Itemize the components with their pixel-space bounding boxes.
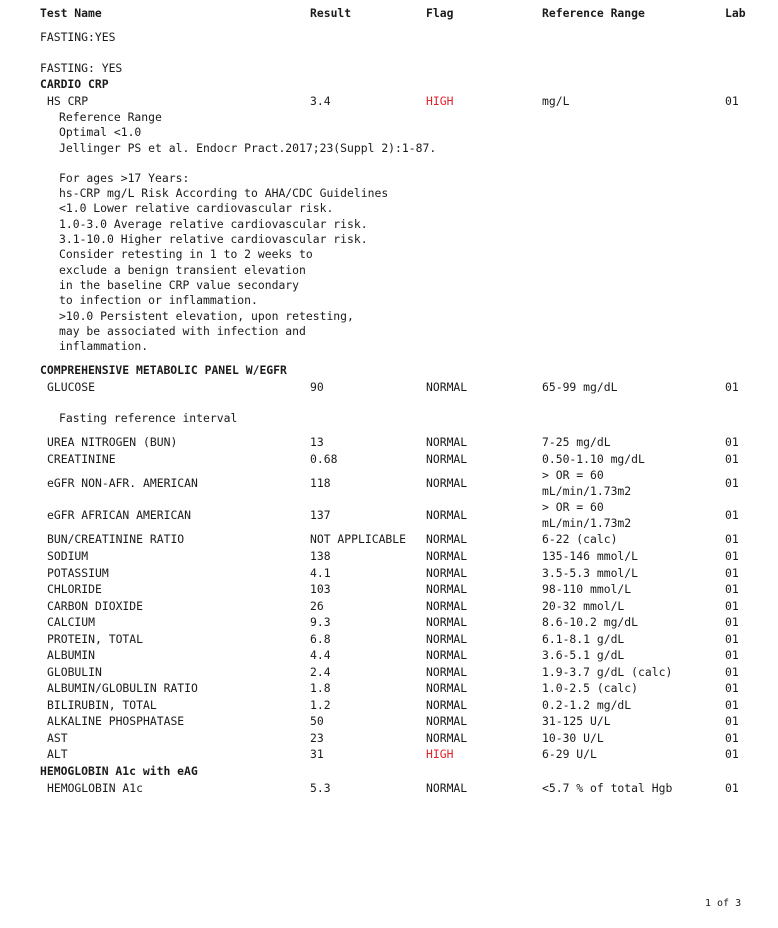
- flag: NORMAL: [426, 582, 468, 596]
- lab: 01: [725, 94, 739, 108]
- section-a1c: [0, 763, 778, 779]
- flag: NORMAL: [426, 632, 468, 646]
- table-row: [0, 713, 778, 729]
- section-cmp: [0, 362, 778, 378]
- result: 4.1: [310, 566, 331, 580]
- reference-range: 7-25 mg/dL: [542, 435, 611, 449]
- test-name: POTASSIUM: [47, 566, 109, 580]
- result: 31: [310, 747, 324, 761]
- result: 2.4: [310, 665, 331, 679]
- note-text: 1.0-3.0 Average relative cardiovascular risk.: [59, 217, 368, 231]
- lab: 01: [725, 549, 739, 563]
- test-name: BILIRUBIN, TOTAL: [47, 698, 157, 712]
- section-title: CARDIO CRP: [40, 77, 109, 91]
- reference-range: <5.7 % of total Hgb: [542, 781, 673, 795]
- result: 3.4: [310, 94, 331, 108]
- table-row: [0, 581, 778, 597]
- table-row: [0, 680, 778, 696]
- note-text: in the baseline CRP value secondary: [59, 278, 300, 292]
- table-row: [0, 548, 778, 564]
- table-row: [0, 780, 778, 796]
- note-text: >10.0 Persistent elevation, upon retesting,: [59, 309, 354, 323]
- test-name: GLOBULIN: [47, 665, 102, 679]
- reference-range: 6.1-8.1 g/dL: [542, 632, 625, 646]
- table-row: [0, 434, 778, 450]
- reference-range: 8.6-10.2 mg/dL: [542, 615, 639, 629]
- lab: 01: [725, 665, 739, 679]
- table-row: [0, 531, 778, 547]
- flag: NORMAL: [426, 615, 468, 629]
- test-name: AST: [47, 731, 68, 745]
- note-line: [0, 185, 778, 201]
- flag: NORMAL: [426, 549, 468, 563]
- result: 9.3: [310, 615, 331, 629]
- flag: NORMAL: [426, 566, 468, 580]
- table-row: [0, 565, 778, 581]
- reference-range: 6-22 (calc): [542, 532, 618, 546]
- lab: 01: [725, 508, 739, 522]
- test-name: CALCIUM: [47, 615, 96, 629]
- fasting-header: FASTING:YES: [40, 30, 116, 44]
- test-name: PROTEIN, TOTAL: [47, 632, 144, 646]
- fasting-line-2: [0, 60, 778, 76]
- note-text: Consider retesting in 1 to 2 weeks to: [59, 247, 313, 261]
- note-text: hs-CRP mg/L Risk According to AHA/CDC Guidelines: [59, 186, 389, 200]
- result: 6.8: [310, 632, 331, 646]
- reference-range: 3.5-5.3 mmol/L: [542, 566, 639, 580]
- note-line: [0, 292, 778, 308]
- col-reference-range: Reference Range: [542, 6, 645, 20]
- result: 118: [310, 476, 331, 490]
- note-line: [0, 262, 778, 278]
- note-line: [0, 277, 778, 293]
- section-cardio: [0, 76, 778, 92]
- test-name: ALKALINE PHOSPHATASE: [47, 714, 185, 728]
- lab: 01: [725, 681, 739, 695]
- result: 4.4: [310, 648, 331, 662]
- flag: NORMAL: [426, 714, 468, 728]
- test-name: ALBUMIN: [47, 648, 96, 662]
- section-title: HEMOGLOBIN A1c with eAG: [40, 764, 198, 778]
- note-text: may be associated with infection and: [59, 324, 306, 338]
- flag: NORMAL: [426, 648, 468, 662]
- test-name: CREATININE: [47, 452, 116, 466]
- reference-range: 6-29 U/L: [542, 747, 597, 761]
- lab: 01: [725, 452, 739, 466]
- note-line: [0, 140, 778, 156]
- note-line: [0, 109, 778, 125]
- table-row: [0, 614, 778, 630]
- note-text: exclude a benign transient elevation: [59, 263, 306, 277]
- col-test-name: Test Name: [40, 6, 102, 20]
- reference-range: 3.6-5.1 g/dL: [542, 648, 625, 662]
- column-header-row: [0, 5, 778, 21]
- flag: NORMAL: [426, 731, 468, 745]
- note-line: [0, 246, 778, 262]
- col-result: Result: [310, 6, 352, 20]
- test-name: ALT: [47, 747, 68, 761]
- flag: NORMAL: [426, 508, 468, 522]
- reference-range: 65-99 mg/dL: [542, 380, 618, 394]
- result: 90: [310, 380, 324, 394]
- lab: 01: [725, 582, 739, 596]
- col-flag: Flag: [426, 6, 454, 20]
- test-name: eGFR NON-AFR. AMERICAN: [47, 476, 198, 490]
- lab: 01: [725, 632, 739, 646]
- result: 50: [310, 714, 324, 728]
- note-text: Fasting reference interval: [59, 411, 238, 425]
- reference-range: 10-30 U/L: [542, 731, 604, 745]
- reference-range: 0.50-1.10 mg/dL: [542, 452, 645, 466]
- table-row: [0, 467, 778, 499]
- result: 5.3: [310, 781, 331, 795]
- lab: 01: [725, 648, 739, 662]
- note-line: [0, 410, 778, 426]
- note-line: [0, 338, 778, 354]
- table-row: [0, 93, 778, 109]
- table-row: [0, 647, 778, 663]
- lab: 01: [725, 731, 739, 745]
- lab: 01: [725, 380, 739, 394]
- reference-range: mg/L: [542, 94, 570, 108]
- result: 0.68: [310, 452, 338, 466]
- table-row: [0, 664, 778, 680]
- result: 103: [310, 582, 331, 596]
- flag: HIGH: [426, 747, 454, 761]
- fasting-note: FASTING: YES: [40, 61, 123, 75]
- table-row: [0, 631, 778, 647]
- flag: NORMAL: [426, 532, 468, 546]
- flag: NORMAL: [426, 698, 468, 712]
- note-line: [0, 124, 778, 140]
- flag: NORMAL: [426, 599, 468, 613]
- test-name: GLUCOSE: [47, 380, 96, 394]
- note-text: 3.1-10.0 Higher relative cardiovascular risk.: [59, 232, 368, 246]
- test-name: BUN/CREATININE RATIO: [47, 532, 185, 546]
- reference-range: 135-146 mmol/L: [542, 549, 639, 563]
- reference-range: 1.0-2.5 (calc): [542, 681, 639, 695]
- note-line: [0, 216, 778, 232]
- col-lab: Lab: [725, 6, 746, 20]
- table-row: [0, 598, 778, 614]
- test-name: HEMOGLOBIN A1c: [47, 781, 144, 795]
- table-row: [0, 730, 778, 746]
- result: NOT APPLICABLE: [310, 532, 407, 546]
- lab: 01: [725, 698, 739, 712]
- result: 23: [310, 731, 324, 745]
- fasting-line-1: [0, 29, 778, 45]
- table-row: [0, 499, 778, 531]
- note-line: [0, 170, 778, 186]
- note-line: [0, 231, 778, 247]
- result: 138: [310, 549, 331, 563]
- note-text: Jellinger PS et al. Endocr Pract.2017;23(Suppl 2):1-87.: [59, 141, 437, 155]
- lab: 01: [725, 532, 739, 546]
- test-name: SODIUM: [47, 549, 89, 563]
- reference-range: 1.9-3.7 g/dL (calc): [542, 665, 673, 679]
- result: 1.2: [310, 698, 331, 712]
- table-row: [0, 379, 778, 395]
- reference-range: 98-110 mmol/L: [542, 582, 632, 596]
- result: 26: [310, 599, 324, 613]
- note-line: [0, 200, 778, 216]
- note-text: <1.0 Lower relative cardiovascular risk.: [59, 201, 334, 215]
- reference-range: 20-32 mmol/L: [542, 599, 625, 613]
- note-text: inflammation.: [59, 339, 149, 353]
- table-row: [0, 451, 778, 467]
- lab: 01: [725, 615, 739, 629]
- flag: NORMAL: [426, 452, 468, 466]
- lab: 01: [725, 476, 739, 490]
- test-name: ALBUMIN/GLOBULIN RATIO: [47, 681, 198, 695]
- flag: NORMAL: [426, 476, 468, 490]
- table-row: [0, 697, 778, 713]
- test-name: UREA NITROGEN (BUN): [47, 435, 178, 449]
- result: 1.8: [310, 681, 331, 695]
- lab: 01: [725, 747, 739, 761]
- reference-range-unit: mL/min/1.73m2: [542, 516, 632, 530]
- lab: 01: [725, 599, 739, 613]
- lab: 01: [725, 435, 739, 449]
- result: 13: [310, 435, 324, 449]
- lab: 01: [725, 781, 739, 795]
- reference-range: > OR = 60: [542, 468, 604, 482]
- reference-range-unit: mL/min/1.73m2: [542, 484, 632, 498]
- note-line: [0, 323, 778, 339]
- note-text: Optimal <1.0: [59, 125, 142, 139]
- flag: NORMAL: [426, 665, 468, 679]
- flag: NORMAL: [426, 781, 468, 795]
- test-name: HS CRP: [47, 94, 89, 108]
- lab: 01: [725, 566, 739, 580]
- result: 137: [310, 508, 331, 522]
- note-line: [0, 308, 778, 324]
- test-name: CARBON DIOXIDE: [47, 599, 144, 613]
- section-title: COMPREHENSIVE METABOLIC PANEL W/EGFR: [40, 363, 287, 377]
- note-text: to infection or inflammation.: [59, 293, 258, 307]
- flag: NORMAL: [426, 435, 468, 449]
- flag: NORMAL: [426, 380, 468, 394]
- reference-range: 0.2-1.2 mg/dL: [542, 698, 632, 712]
- page-number: 1 of 3: [705, 898, 742, 909]
- lab: 01: [725, 714, 739, 728]
- test-name: eGFR AFRICAN AMERICAN: [47, 508, 192, 522]
- reference-range: 31-125 U/L: [542, 714, 611, 728]
- reference-range: > OR = 60: [542, 500, 604, 514]
- test-name: CHLORIDE: [47, 582, 102, 596]
- note-text: For ages >17 Years:: [59, 171, 190, 185]
- flag: HIGH: [426, 94, 454, 108]
- note-text: Reference Range: [59, 110, 162, 124]
- table-row: [0, 746, 778, 762]
- flag: NORMAL: [426, 681, 468, 695]
